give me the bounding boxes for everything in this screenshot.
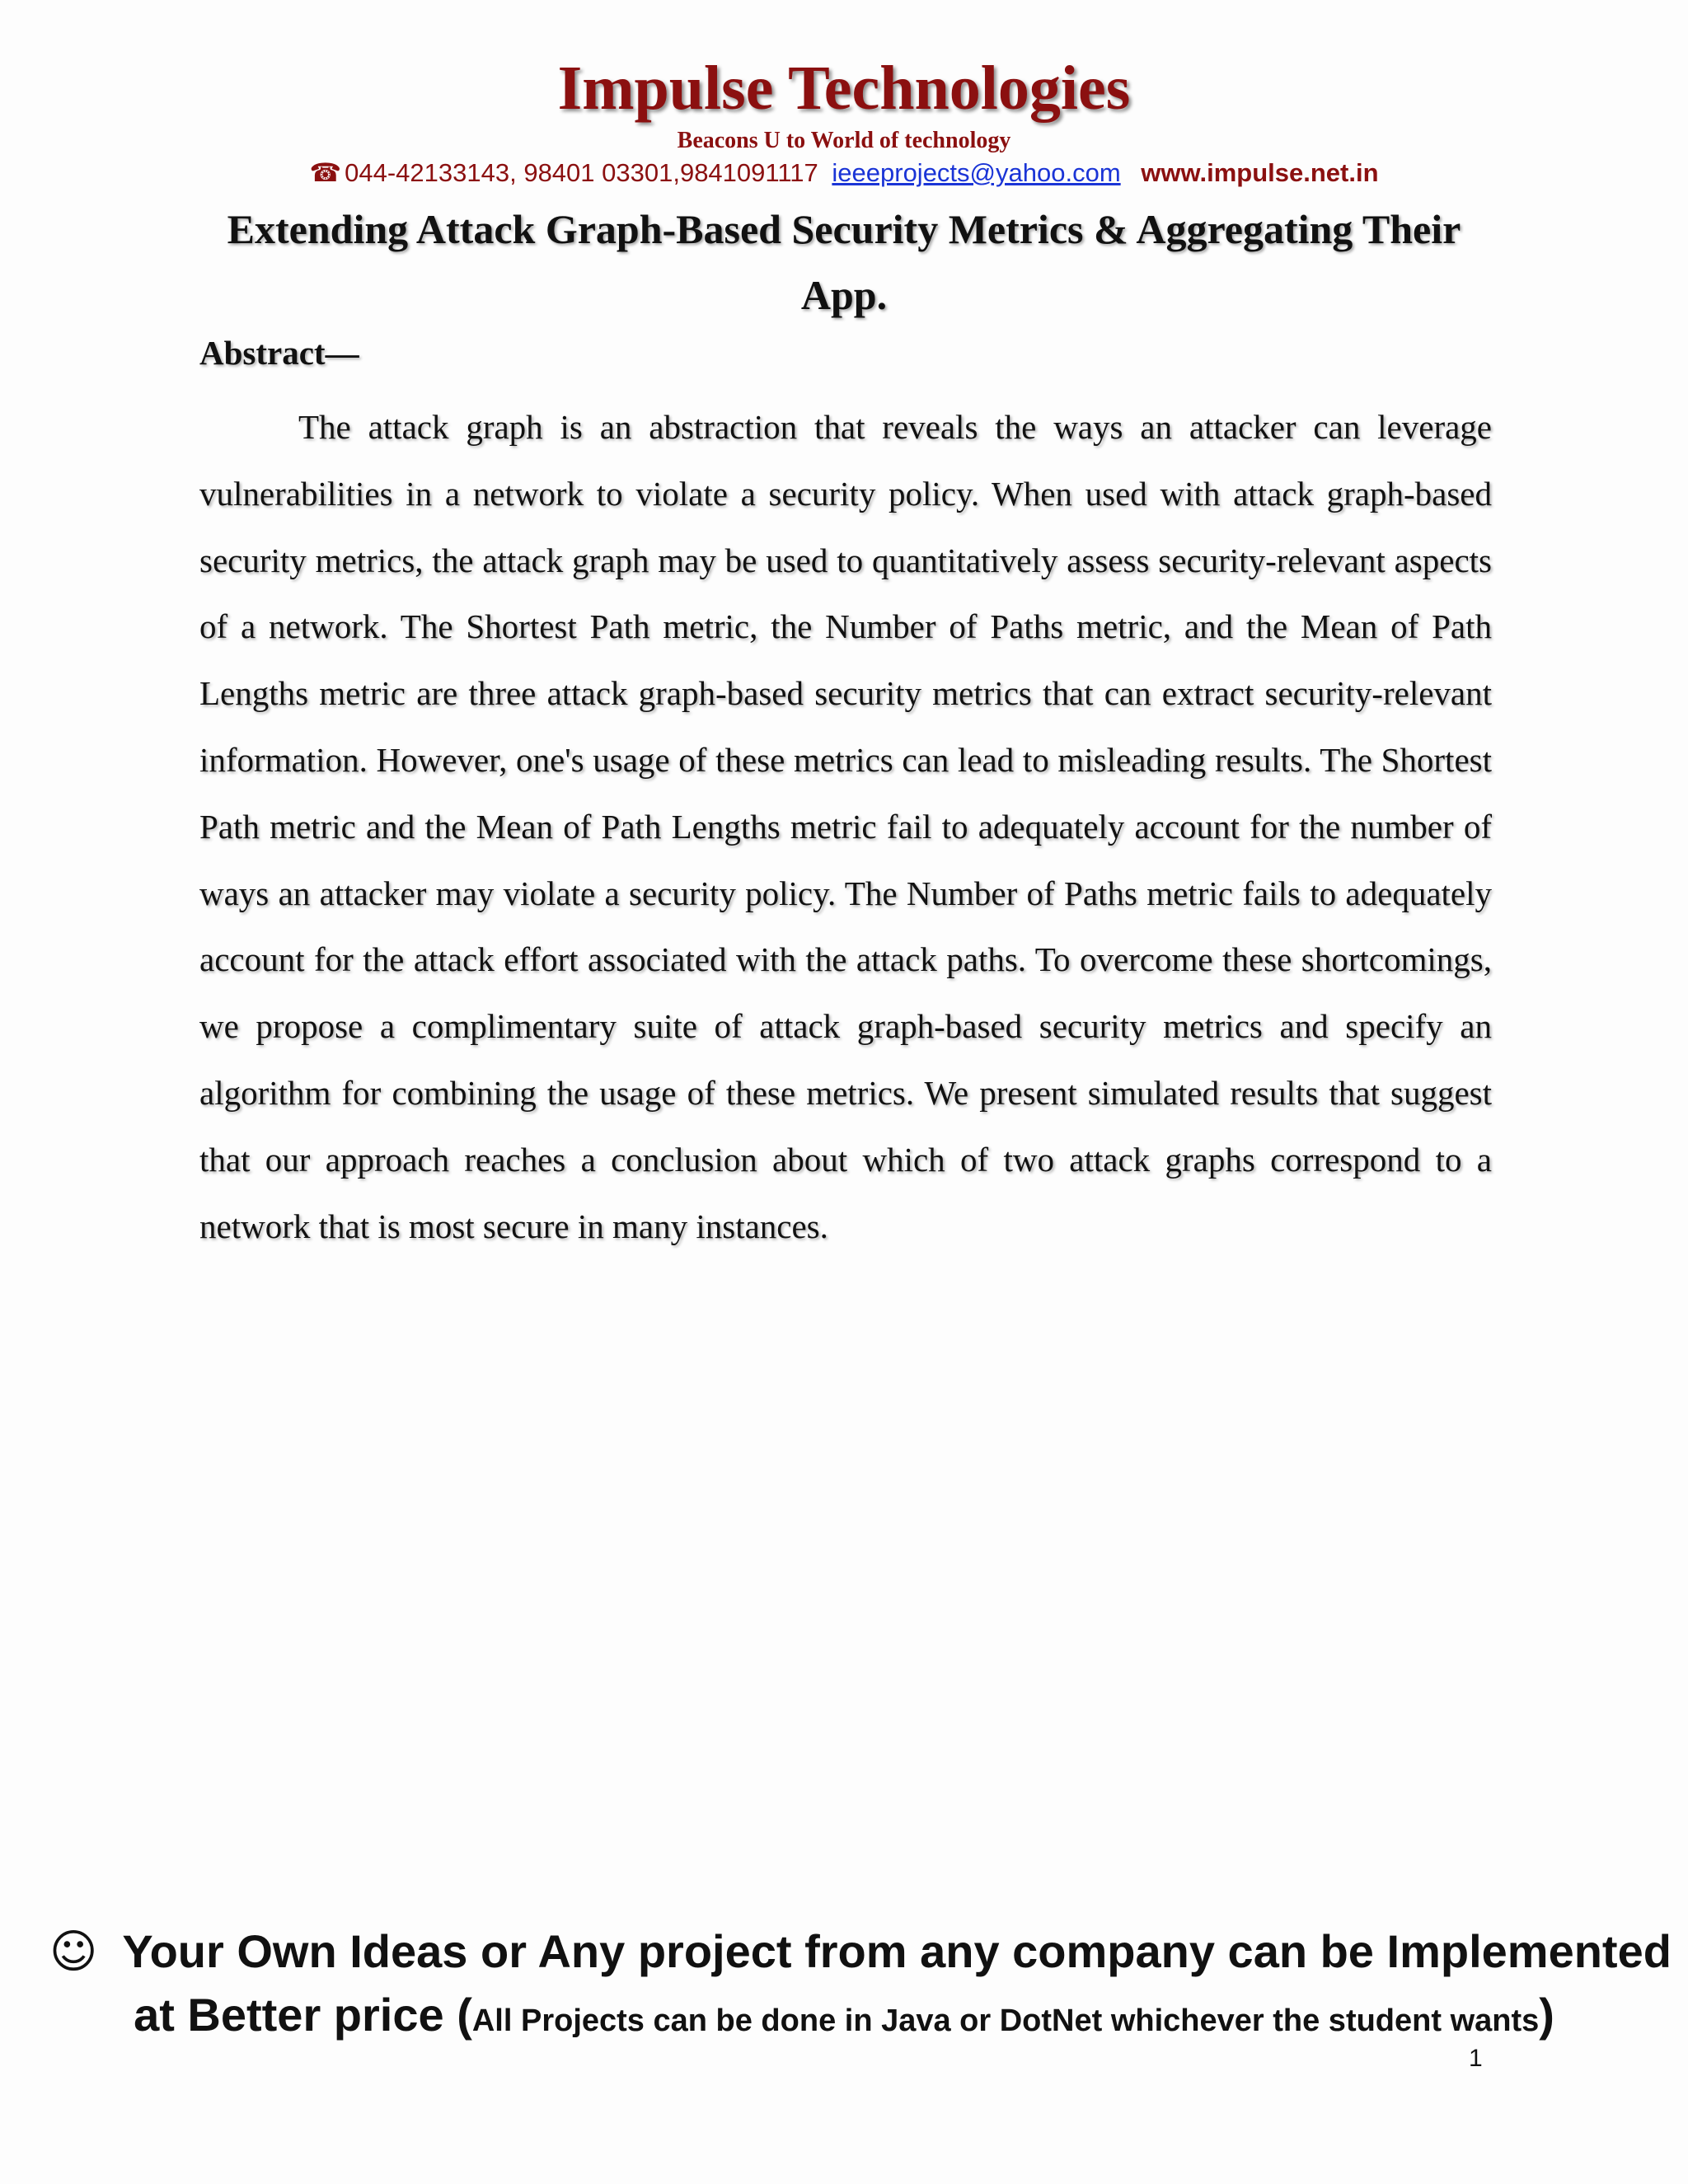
contact-line: [0, 157, 1688, 190]
brand-tagline: Beacons U to World of technology: [677, 128, 1011, 153]
smiley-icon: ☺: [49, 1925, 98, 1979]
abstract-heading: Abstract—: [199, 334, 359, 372]
paper-title: Extending Attack Graph-Based Security Metrics & Aggregating Their App.: [227, 206, 1461, 318]
promo-line-1: [49, 1920, 1672, 1984]
telephone-icon: ☎: [309, 158, 342, 187]
page-number: 1: [1469, 2045, 1483, 2072]
promo-line-2: [49, 1984, 1639, 2052]
brand-title: Impulse Technologies: [557, 54, 1131, 123]
abstract-text: The attack graph is an abstraction that reveals the ways an attacker can leverage vulnerabilities in a network to violate a security policy. When used with attack graph-based security metrics, the attack graph may be used to quantitatively assess security-relevant aspects of a network. The Shortest Path metric, the Number of Paths metric, and the Mean of Path Lengths metric are three attack graph-based security metrics that can extract security-relevant information. However, one's usage of these metrics can lead to misleading results. The Shortest Path metric and the Mean of Path Lengths metric fail to adequately account for the number of ways an attacker may violate a security policy. The Number of Paths metric fails to adequately account for the attack effort associated with the attack paths. To overcome these shortcomings, we propose a complimentary suite of attack graph-based security metrics and specify an algorithm for combining the usage of these metrics. We present simulated results that suggest that our approach reaches a conclusion about which of two attack graphs correspond to a network that is most secure in many instances.: [199, 408, 1492, 1245]
email-link[interactable]: ieeeprojects@yahoo.com: [832, 158, 1121, 187]
website-text: www.impulse.net.in: [1141, 158, 1379, 187]
promo-line-2-suffix: ): [1539, 1989, 1554, 2041]
promo-line-2-note: All Projects can be done in Java or DotNet whichever the student wants: [471, 2004, 1540, 2038]
promo-line-2-prefix: at Better price (: [134, 1989, 472, 2041]
phone-numbers: 044-42133143, 98401 03301,9841091117: [345, 158, 818, 187]
promo-line-1-text: Your Own Ideas or Any project from any company can be Implemented: [122, 1925, 1672, 1977]
promo-banner: [49, 1920, 1672, 2052]
